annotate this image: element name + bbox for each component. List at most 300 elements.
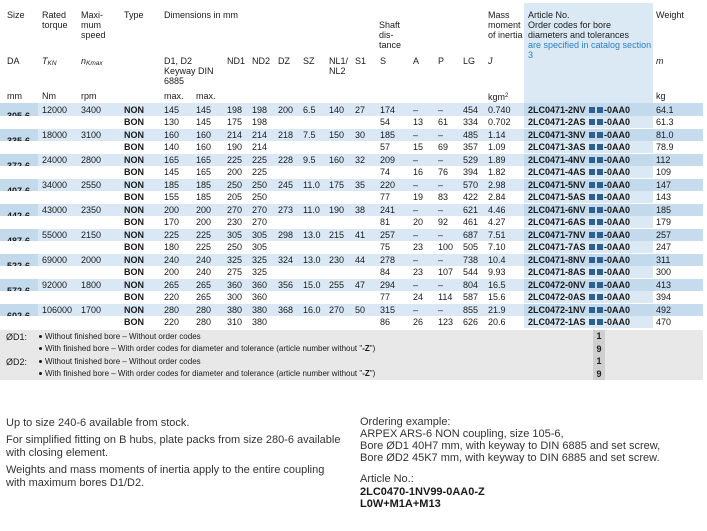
cell-nd2: 250 — [252, 192, 268, 202]
cell-nd2: 360 — [252, 279, 268, 290]
cell-d2: 145 — [196, 104, 212, 115]
cell-speed: 2000 — [81, 254, 102, 265]
header-unit-kgm2: kgm$^2$ — [488, 92, 509, 102]
header-sym-j: J — [488, 56, 493, 66]
article-suffix: -0AA0 — [604, 279, 631, 290]
group-divider — [0, 203, 703, 204]
article-suffix: -0AA0 — [604, 254, 631, 265]
header-article-no: Article No. — [528, 10, 570, 20]
cell-type: BON — [124, 292, 144, 302]
cell-p: 114 — [438, 292, 453, 302]
placeholder-square-icon — [589, 194, 595, 200]
article-suffix: -0AA0 — [604, 267, 631, 277]
cell-article — [528, 192, 630, 202]
cell-a: 23 — [413, 242, 424, 252]
note-fitting: For simplified fitting on B hubs, plate packs from size 280-6 available with closing element. — [6, 434, 341, 459]
article-suffix: -0AA0 — [604, 304, 631, 315]
group-divider — [0, 278, 703, 279]
ordering-order-codes: L0W+M1A+M13 — [360, 498, 441, 510]
placeholder-square-icon — [589, 219, 595, 225]
article-number: 2LC0471-8NV — [528, 254, 586, 265]
cell-p: – — [438, 179, 444, 190]
article-suffix: -0AA0 — [604, 154, 631, 165]
group-divider — [0, 303, 703, 304]
cell-lg: 394 — [463, 167, 479, 177]
cell-d1: 200 — [164, 267, 180, 277]
cell-nd1: 380 — [227, 304, 243, 315]
cell-nd1: 250 — [227, 179, 243, 190]
cell-p: – — [438, 154, 444, 165]
cell-d1: 155 — [164, 192, 180, 202]
cell-d2: 200 — [196, 204, 212, 215]
placeholder-square-icon — [589, 319, 595, 325]
placeholder-square-icon — [589, 269, 595, 275]
header-sym-s1: S1 — [355, 56, 367, 66]
cell-lg: 529 — [463, 154, 479, 165]
cell-nd2: 270 — [252, 204, 268, 215]
cell-s1: 47 — [355, 279, 366, 290]
cell-j: 20.6 — [488, 317, 506, 327]
cell-nd2: 198 — [252, 104, 268, 115]
article-number: 2LC0471-6NV — [528, 204, 586, 215]
cell-wt: 78.9 — [656, 142, 674, 152]
cell-article — [528, 105, 630, 115]
cell-s: 185 — [380, 129, 396, 140]
cell-s1: 50 — [355, 304, 366, 315]
cell-d1: 220 — [164, 317, 180, 327]
cell-s: 294 — [380, 279, 396, 290]
cell-j: 2.98 — [488, 179, 506, 190]
footnote-label: ØD2: — [6, 356, 28, 367]
cell-nd1: 175 — [227, 117, 243, 127]
article-number: 2LC0471-7AS — [528, 242, 586, 252]
cell-wt: 143 — [656, 192, 672, 202]
cell-p: 100 — [438, 242, 454, 252]
cell-a: – — [413, 154, 419, 165]
placeholder-square-icon — [589, 207, 595, 213]
cell-sz: 11.0 — [303, 179, 320, 190]
cell-torque: 12000 — [42, 104, 68, 115]
cell-nd1: 250 — [227, 242, 243, 252]
cell-s: 220 — [380, 179, 396, 190]
cell-torque: 55000 — [42, 229, 68, 240]
cell-nd2: 214 — [252, 142, 268, 152]
placeholder-square-icon — [589, 257, 595, 263]
cell-lg: 485 — [463, 129, 479, 140]
article-number: 2LC0471-6AS — [528, 217, 586, 227]
placeholder-square-icon — [597, 194, 603, 200]
cell-d2: 280 — [196, 317, 212, 327]
table-row — [0, 116, 703, 129]
placeholder-square-icon — [589, 232, 595, 238]
table-row — [0, 203, 703, 216]
table-row — [0, 316, 703, 329]
cell-speed: 3100 — [81, 129, 102, 140]
table-row — [0, 241, 703, 254]
table-row — [0, 253, 703, 266]
cell-d2: 240 — [196, 267, 212, 277]
cell-p: – — [438, 279, 444, 290]
header-sym-lg: LG — [463, 56, 476, 66]
cell-article — [528, 130, 630, 140]
header-max-speed: Maxi- mum speed — [81, 10, 106, 40]
cell-nd2: 325 — [252, 254, 268, 265]
article-number: 2LC0471-2NV — [528, 104, 586, 115]
cell-lg: 804 — [463, 279, 479, 290]
cell-nd1: 300 — [227, 292, 243, 302]
cell-article — [528, 230, 630, 240]
header-sym-da: DA — [7, 56, 20, 66]
article-number: 2LC0471-5AS — [528, 192, 586, 202]
cell-a: 19 — [413, 192, 424, 202]
cell-lg: 855 — [463, 304, 479, 315]
cell-wt: 179 — [656, 217, 672, 227]
cell-lg: 357 — [463, 142, 479, 152]
cell-s1: 27 — [355, 104, 366, 115]
cell-s: 174 — [380, 104, 396, 115]
cell-nl: 175 — [329, 179, 345, 190]
placeholder-square-icon — [589, 157, 595, 163]
placeholder-square-icon — [597, 132, 603, 138]
cell-s: 315 — [380, 304, 396, 315]
header-sym-d1d2: D1, D2 — [164, 56, 193, 66]
cell-d1: 170 — [164, 217, 180, 227]
article-suffix: -0AA0 — [604, 242, 631, 252]
cell-j: 21.9 — [488, 304, 506, 315]
header-dimensions: Dimensions in mm — [164, 10, 239, 20]
cell-s: 77 — [380, 192, 391, 202]
cell-j: 4.46 — [488, 204, 506, 215]
cell-wt: 394 — [656, 292, 672, 302]
article-suffix: -0AA0 — [604, 204, 631, 215]
cell-wt: 61.3 — [656, 117, 674, 127]
cell-j: 7.51 — [488, 229, 506, 240]
cell-speed: 2550 — [81, 179, 102, 190]
placeholder-square-icon — [589, 182, 595, 188]
cell-dz: 200 — [278, 104, 294, 115]
article-suffix: -0AA0 — [604, 317, 631, 327]
article-suffix: -0AA0 — [604, 104, 631, 115]
cell-article — [528, 155, 630, 165]
cell-speed: 1700 — [81, 304, 102, 315]
placeholder-square-icon — [589, 107, 595, 113]
cell-d1: 140 — [164, 142, 180, 152]
footnote-text-pre: With finished bore – With order codes for diameter and tolerance (article number without " — [45, 369, 363, 378]
header-order-codes-link[interactable]: are specified in catalog section 3 — [528, 40, 652, 60]
header-sym-tkn: $T_{KN}$ — [42, 56, 57, 67]
table-row — [0, 178, 703, 191]
cell-d2: 225 — [196, 229, 212, 240]
placeholder-square-icon — [597, 257, 603, 263]
table-row — [0, 303, 703, 316]
note-weights: Weights and mass moments of inertia apply to the entire coupling with maximum bores D1/D2. — [6, 464, 325, 489]
cell-nd1: 198 — [227, 104, 243, 115]
cell-nl: 150 — [329, 129, 345, 140]
header-unit-max2: max. — [196, 91, 216, 101]
article-suffix: -0AA0 — [604, 129, 631, 140]
footnote-code: 9 — [593, 368, 605, 381]
cell-j: 10.4 — [488, 254, 506, 265]
cell-dz: 245 — [278, 179, 294, 190]
cell-s1: 38 — [355, 204, 366, 215]
footnote-code: 9 — [593, 343, 605, 356]
cell-j: 16.5 — [488, 279, 506, 290]
cell-torque: 106000 — [42, 304, 73, 315]
cell-a: 23 — [413, 267, 424, 277]
cell-dz: 324 — [278, 254, 294, 265]
placeholder-square-icon — [589, 119, 595, 125]
footnote-row — [0, 355, 703, 368]
cell-nl: 255 — [329, 279, 345, 290]
cell-nd1: 305 — [227, 229, 243, 240]
cell-nd2: 198 — [252, 117, 268, 127]
placeholder-square-icon — [597, 157, 603, 163]
footnote-row — [0, 368, 703, 381]
article-number: 2LC0471-8AS — [528, 267, 586, 277]
cell-nl: 160 — [329, 154, 345, 165]
cell-nd1: 200 — [227, 167, 243, 177]
footnote-text-pre: With finished bore – With order codes for diameter and tolerance (article number without " — [45, 344, 363, 353]
cell-sz: 13.0 — [303, 254, 321, 265]
article-number: 2LC0472-1NV — [528, 304, 586, 315]
table-row — [0, 278, 703, 291]
cell-a: 16 — [413, 167, 424, 177]
cell-a: 26 — [413, 317, 424, 327]
cell-nd2: 225 — [252, 154, 268, 165]
placeholder-square-icon — [597, 319, 603, 325]
cell-speed: 2800 — [81, 154, 102, 165]
cell-nd1: 275 — [227, 267, 243, 277]
cell-type: NON — [124, 304, 144, 315]
cell-speed: 2350 — [81, 204, 102, 215]
header-type: Type — [124, 10, 144, 20]
header-unit-max1: max. — [164, 91, 184, 101]
cell-p: 123 — [438, 317, 454, 327]
cell-nd2: 360 — [252, 292, 268, 302]
cell-article — [528, 117, 630, 127]
cell-a: 24 — [413, 292, 424, 302]
cell-p: – — [438, 129, 444, 140]
group-divider — [0, 178, 703, 179]
cell-wt: 257 — [656, 229, 672, 240]
cell-article — [528, 180, 630, 190]
placeholder-square-icon — [597, 182, 603, 188]
bullet-icon — [39, 372, 42, 375]
cell-article — [528, 205, 630, 215]
cell-j: 1.14 — [488, 129, 506, 140]
cell-lg: 422 — [463, 192, 479, 202]
footnote-text — [39, 344, 375, 353]
bullet-icon — [39, 335, 42, 338]
cell-sz: 13.0 — [303, 229, 321, 240]
cell-p: – — [438, 229, 444, 240]
article-suffix: -0AA0 — [604, 142, 631, 152]
cell-nd2: 225 — [252, 167, 268, 177]
footnote-text-post: ") — [369, 369, 376, 378]
cell-p: 92 — [438, 217, 449, 227]
bullet-icon — [39, 360, 42, 363]
table-row — [0, 291, 703, 304]
cell-sz: 15.0 — [303, 279, 321, 290]
cell-torque: 92000 — [42, 279, 68, 290]
cell-d1: 240 — [164, 254, 180, 265]
cell-type: NON — [124, 204, 144, 215]
group-divider — [0, 253, 703, 254]
cell-nd2: 305 — [252, 242, 268, 252]
cell-type: BON — [124, 192, 144, 202]
header-rated-torque: Rated torque — [42, 10, 68, 30]
cell-d1: 280 — [164, 304, 180, 315]
cell-a: – — [413, 304, 419, 315]
header-shaft-distance: Shaft dis- tance — [379, 20, 402, 50]
header-sym-dz: DZ — [278, 56, 290, 66]
header-sym-nd2: ND2 — [252, 56, 271, 66]
placeholder-square-icon — [597, 169, 603, 175]
cell-s1: 41 — [355, 229, 366, 240]
cell-lg: 461 — [463, 217, 479, 227]
table-row — [0, 228, 703, 241]
article-suffix: -0AA0 — [604, 192, 631, 202]
cell-d1: 225 — [164, 229, 180, 240]
article-suffix: -0AA0 — [604, 292, 631, 302]
cell-article — [528, 217, 630, 227]
article-number: 2LC0471-4AS — [528, 167, 586, 177]
cell-nd2: 270 — [252, 217, 268, 227]
placeholder-square-icon — [589, 132, 595, 138]
header-sym-nk: $n_{Kmax}$ — [81, 56, 103, 67]
cell-type: NON — [124, 154, 144, 165]
cell-type: BON — [124, 117, 144, 127]
cell-s: 278 — [380, 254, 396, 265]
cell-lg: 587 — [463, 292, 479, 302]
header-sym-m: m — [656, 56, 664, 66]
cell-j: 1.82 — [488, 167, 506, 177]
cell-sz: 7.5 — [303, 129, 316, 140]
cell-wt: 470 — [656, 317, 672, 327]
cell-article — [528, 305, 630, 315]
cell-nl: 140 — [329, 104, 345, 115]
cell-s: 81 — [380, 217, 391, 227]
placeholder-square-icon — [597, 144, 603, 150]
cell-d2: 160 — [196, 129, 212, 140]
cell-p: 61 — [438, 117, 449, 127]
header-unit-mm: mm — [7, 91, 22, 101]
cell-d2: 165 — [196, 154, 212, 165]
cell-speed: 1800 — [81, 279, 102, 290]
cell-a: 13 — [413, 117, 424, 127]
table-row — [0, 128, 703, 141]
cell-s: 57 — [380, 142, 391, 152]
cell-type: NON — [124, 104, 144, 115]
cell-type: BON — [124, 217, 144, 227]
cell-dz: 273 — [278, 204, 294, 215]
article-suffix: -0AA0 — [604, 179, 631, 190]
cell-s: 241 — [380, 204, 396, 215]
cell-speed: 2150 — [81, 229, 102, 240]
footnote-text-body: Without finished bore – Without order codes — [45, 356, 201, 366]
ordering-line1: ARPEX ARS-6 NON coupling, size 105-6, — [360, 428, 564, 440]
table-row — [0, 153, 703, 166]
cell-wt: 492 — [656, 304, 672, 315]
cell-d2: 240 — [196, 254, 212, 265]
cell-wt: 112 — [656, 154, 671, 165]
article-number: 2LC0471-4NV — [528, 154, 586, 165]
cell-nd1: 360 — [227, 279, 243, 290]
cell-type: BON — [124, 167, 144, 177]
cell-speed: 3400 — [81, 104, 102, 115]
article-suffix: -0AA0 — [604, 167, 631, 177]
table-row — [0, 216, 703, 229]
cell-d2: 165 — [196, 167, 212, 177]
header-unit-nm: Nm — [42, 91, 56, 101]
article-number: 2LC0472-0NV — [528, 279, 586, 290]
header-sym-sz: SZ — [303, 56, 315, 66]
header-sym-a: A — [413, 56, 420, 66]
cell-d2: 185 — [196, 179, 212, 190]
cell-wt: 109 — [656, 167, 672, 177]
article-suffix: -0AA0 — [604, 217, 631, 227]
cell-s: 74 — [380, 167, 391, 177]
cell-dz: 356 — [278, 279, 294, 290]
placeholder-square-icon — [597, 282, 603, 288]
cell-nd2: 380 — [252, 317, 268, 327]
cell-nd1: 214 — [227, 129, 243, 140]
placeholder-square-icon — [589, 144, 595, 150]
note-stock: Up to size 240-6 available from stock. — [6, 417, 190, 429]
cell-article — [528, 142, 630, 152]
cell-sz: 6.5 — [303, 104, 316, 115]
cell-lg: 505 — [463, 242, 479, 252]
cell-type: NON — [124, 229, 144, 240]
header-sym-nd1: ND1 — [227, 56, 246, 66]
cell-s1: 35 — [355, 179, 366, 190]
cell-article — [528, 280, 630, 290]
cell-wt: 147 — [656, 179, 672, 190]
cell-torque: 43000 — [42, 204, 68, 215]
cell-d2: 185 — [196, 192, 212, 202]
cell-wt: 311 — [656, 254, 671, 265]
cell-d2: 145 — [196, 117, 212, 127]
cell-dz: 218 — [278, 129, 294, 140]
ordering-title: Ordering example: — [360, 416, 451, 428]
cell-d1: 265 — [164, 279, 180, 290]
footnote-label: ØD1: — [6, 331, 28, 342]
cell-article — [528, 292, 630, 302]
footnote-text — [39, 369, 375, 378]
cell-a: – — [413, 229, 419, 240]
cell-type: NON — [124, 129, 144, 140]
cell-article — [528, 267, 630, 277]
cell-d2: 280 — [196, 304, 212, 315]
group-divider — [0, 228, 703, 229]
placeholder-square-icon — [597, 269, 603, 275]
placeholder-square-icon — [589, 244, 595, 250]
article-suffix: -0AA0 — [604, 229, 631, 240]
placeholder-square-icon — [589, 282, 595, 288]
cell-lg: 454 — [463, 104, 479, 115]
footnote-code: 1 — [593, 330, 605, 343]
cell-nl: 215 — [329, 229, 345, 240]
bullet-icon — [39, 347, 42, 350]
cell-j: 0.740 — [488, 104, 511, 115]
footnote-row — [0, 330, 703, 343]
article-number: 2LC0472-0AS — [528, 292, 586, 302]
cell-d1: 145 — [164, 104, 180, 115]
cell-d1: 180 — [164, 242, 180, 252]
table-header — [0, 0, 703, 103]
cell-p: – — [438, 204, 444, 215]
cell-wt: 300 — [656, 267, 672, 277]
